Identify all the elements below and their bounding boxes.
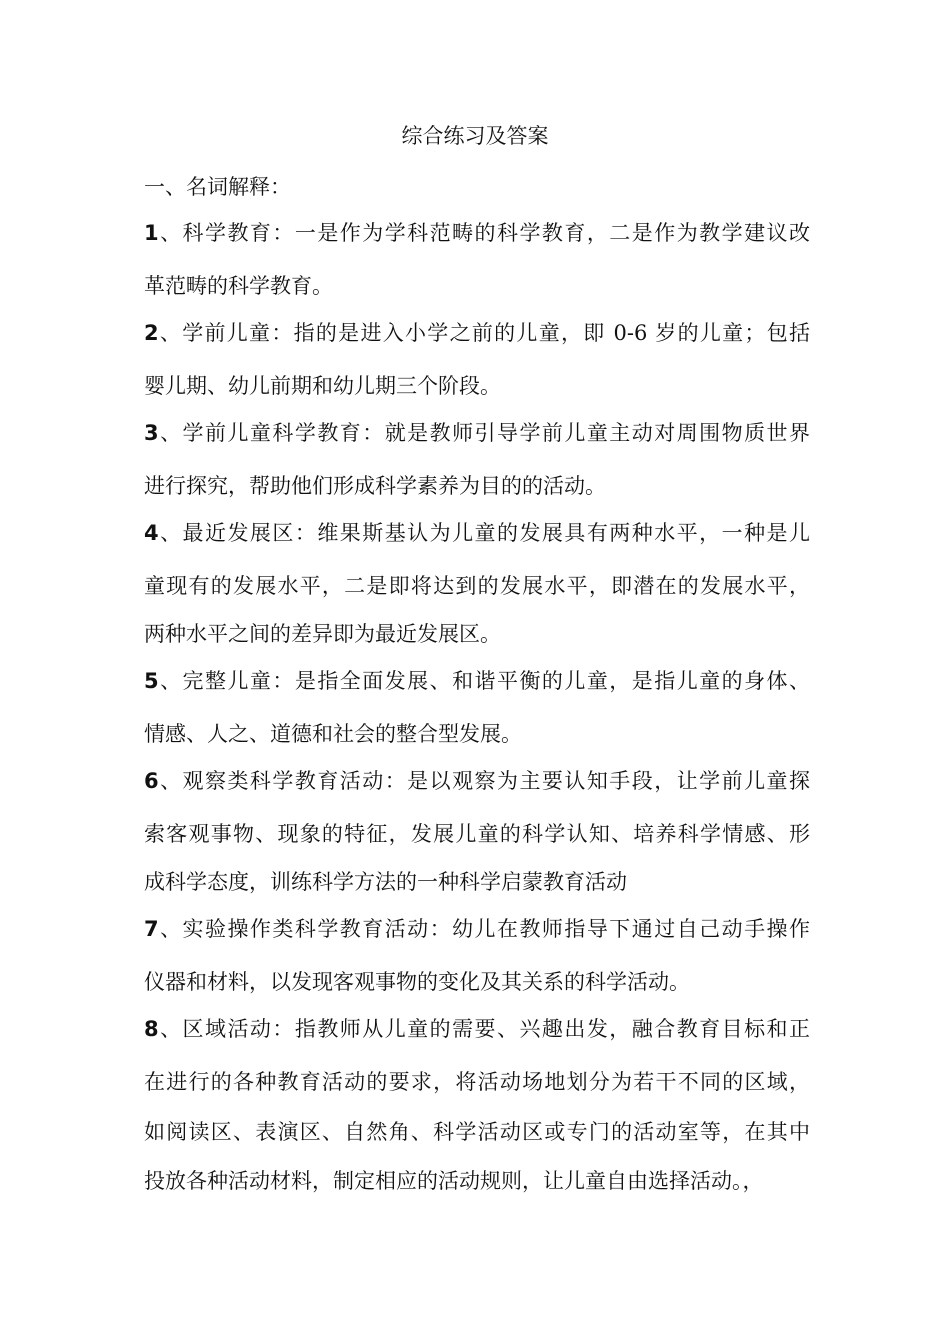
item-number: 4: [144, 521, 159, 545]
item-number: 8: [144, 1017, 159, 1041]
item-6-line-2: 索客观事物、现象的特征，发展儿童的科学认知、培养科学情感、形: [144, 822, 810, 846]
item-4-line-3: 两种水平之间的差异即为最近发展区。: [144, 622, 501, 646]
item-text: 、实验操作类科学教育活动：幼儿在教师指导下通过自己动手操作: [158, 917, 810, 941]
item-6-line-1: [144, 767, 810, 795]
item-5-line-1: [144, 667, 810, 695]
item-1-line-1: [144, 219, 810, 247]
item-4-line-2: 童现有的发展水平，二是即将达到的发展水平，即潜在的发展水平，: [144, 574, 810, 598]
item-8-line-4: 投放各种活动材料，制定相应的活动规则，让儿童自由选择活动。，: [144, 1169, 764, 1193]
item-6-line-3: 成科学态度，训练科学方法的一种科学启蒙教育活动: [144, 870, 627, 894]
item-number: 1: [144, 221, 159, 245]
item-text: 、最近发展区：维果斯基认为儿童的发展具有两种水平，一种是儿: [158, 521, 810, 545]
item-5-line-2: 情感、人之、道德和社会的整合型发展。: [144, 722, 522, 746]
item-text: 、科学教育：一是作为学科范畴的科学教育，二是作为教学建议改: [158, 221, 810, 245]
item-3-line-2: 进行探究，帮助他们形成科学素养为目的的活动。: [144, 474, 606, 498]
section-heading: 一、名词解释：: [144, 175, 291, 199]
item-text: 、完整儿童：是指全面发展、和谐平衡的儿童，是指儿童的身体、: [158, 669, 810, 693]
item-8-line-1: [144, 1015, 810, 1043]
item-4-line-1: [144, 519, 810, 547]
item-1-line-2: 革范畴的科学教育。: [144, 274, 333, 298]
item-number: 2: [144, 321, 159, 345]
item-number: 6: [144, 769, 159, 793]
item-3-line-1: [144, 419, 810, 447]
item-8-line-3: 如阅读区、表演区、自然角、科学活动区或专门的活动室等，在其中: [144, 1120, 810, 1144]
item-text: 、观察类科学教育活动：是以观察为主要认知手段，让学前儿童探: [158, 769, 810, 793]
item-7-line-2: 仪器和材料，以发现客观事物的变化及其关系的科学活动。: [144, 970, 690, 994]
item-8-line-2: 在进行的各种教育活动的要求，将活动场地划分为若干不同的区域，: [144, 1070, 810, 1094]
item-text: 、区域活动：指教师从儿童的需要、兴趣出发，融合教育目标和正: [158, 1017, 810, 1041]
item-number: 5: [144, 669, 159, 693]
item-text: 、学前儿童：指的是进入小学之前的儿童，即 0-6 岁的儿童；包括: [158, 321, 810, 345]
item-7-line-1: [144, 915, 810, 943]
item-number: 7: [144, 917, 159, 941]
item-2-line-1: [144, 319, 810, 347]
item-2-line-2: 婴儿期、幼儿前期和幼儿期三个阶段。: [144, 374, 501, 398]
item-text: 、学前儿童科学教育：就是教师引导学前儿童主动对周围物质世界: [158, 421, 810, 445]
item-number: 3: [144, 421, 159, 445]
document-title: 综合练习及答案: [401, 124, 549, 148]
